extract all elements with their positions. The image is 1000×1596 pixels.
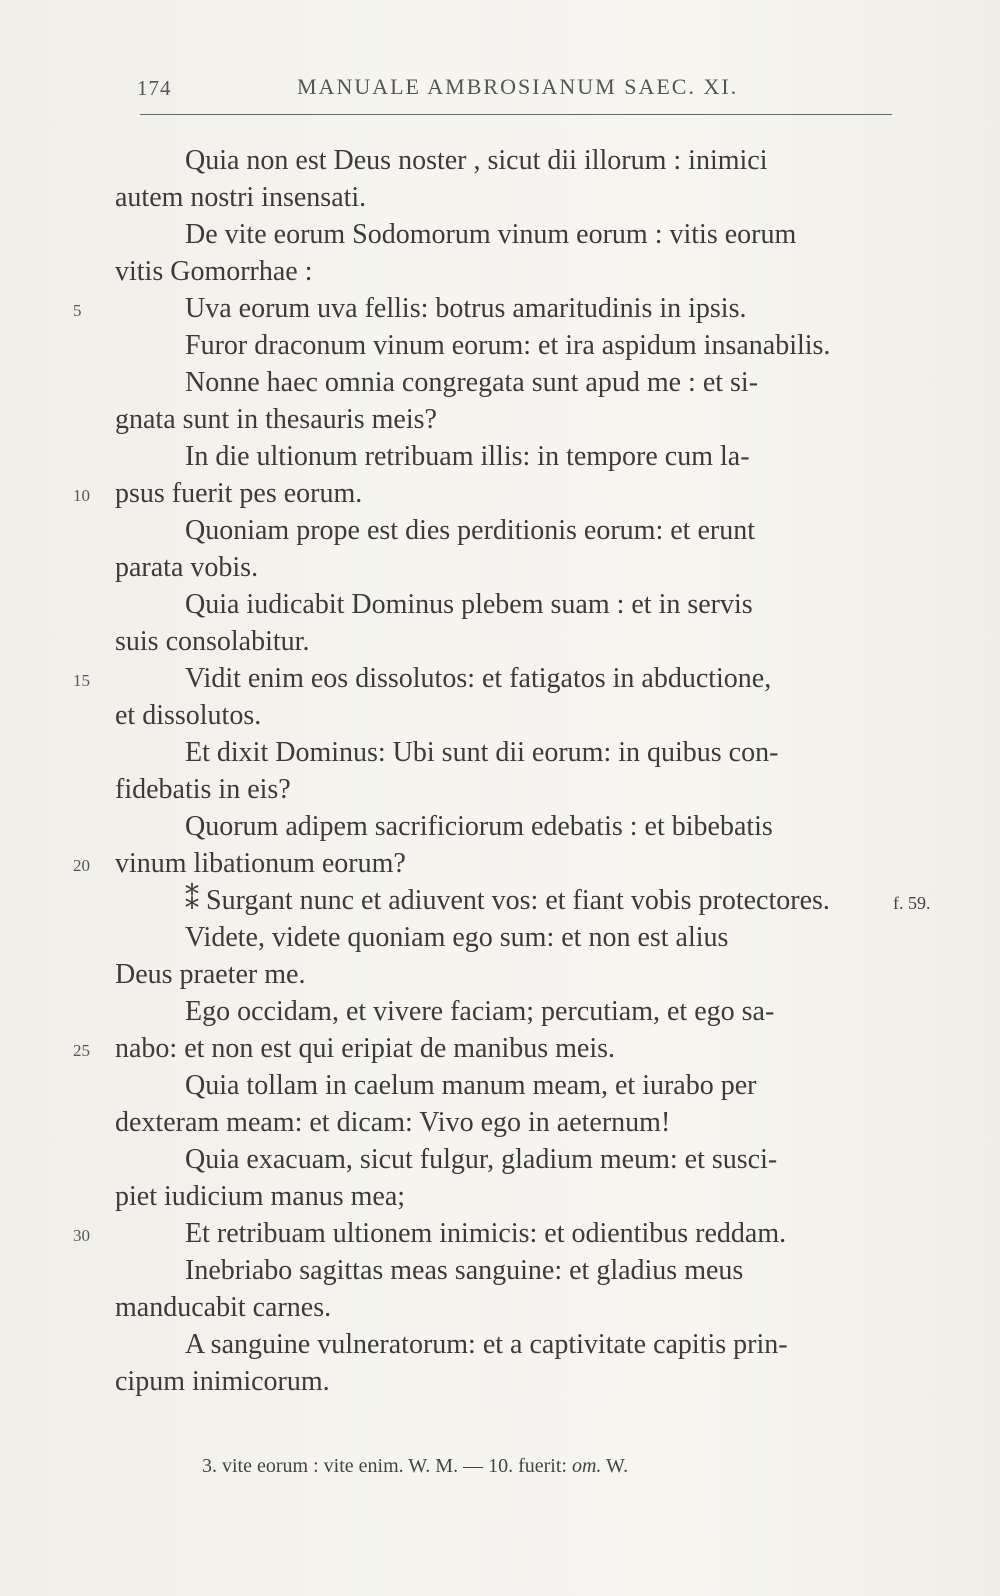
- text-line-content: manducabit carnes.: [115, 1292, 332, 1323]
- text-line-content: In die ultionum retribuam illis: in tempore cum la-: [185, 441, 750, 472]
- text-line: [73, 290, 895, 327]
- footnote-abbrev: om.: [571, 1455, 602, 1477]
- text-line: [115, 364, 895, 401]
- line-number: 15: [73, 671, 90, 690]
- text-line: [115, 401, 895, 438]
- text-line-content: Et dixit Dominus: Ubi sunt dii eorum: in quibus con-: [185, 737, 779, 768]
- text-line-content: vinum libationum eorum?: [115, 848, 406, 879]
- text-line-content: vitis Gomorrhae :: [115, 256, 313, 287]
- text-line: [73, 475, 895, 512]
- page-number: 174: [137, 76, 172, 100]
- running-header: [137, 72, 892, 112]
- text-line-content: Uva eorum uva fellis: botrus amaritudinis in ipsis.: [185, 293, 747, 324]
- line-number: 20: [73, 856, 90, 875]
- text-line: [115, 1104, 895, 1141]
- text-line-content: cipum inimicorum.: [115, 1366, 330, 1397]
- text-line: [115, 327, 895, 364]
- text-line: [115, 1178, 895, 1215]
- text-line-content: Videte, videte quoniam ego sum: et non est alius: [185, 922, 729, 953]
- text-line-content: parata vobis.: [115, 552, 259, 583]
- running-title: MANUALE AMBROSIANUM SAEC. XI.: [297, 74, 739, 99]
- text-line-content: dexteram meam: et dicam: Vivo ego in aeternum!: [115, 1107, 671, 1138]
- text-line-content: Nonne haec omnia congregata sunt apud me : et si-: [185, 367, 759, 398]
- line-number: 25: [73, 1041, 90, 1060]
- text-line: [73, 660, 895, 697]
- text-line: [115, 697, 895, 734]
- text-line: [115, 512, 895, 549]
- text-line: [115, 734, 895, 771]
- text-line-content: nabo: et non est qui eripiat de manibus meis.: [115, 1033, 616, 1064]
- text-line-content: autem nostri insensati.: [115, 182, 367, 213]
- footnote-text: 3. vite eorum : vite enim. W. M. — 10. fuerit:: [202, 1455, 572, 1477]
- line-number: 5: [73, 301, 82, 320]
- text-line: [115, 1141, 895, 1178]
- text-line: [73, 1030, 895, 1067]
- text-line-content: A sanguine vulneratorum: et a captivitate capitis prin-: [185, 1329, 788, 1360]
- text-line-content: Quoniam prope est dies perditionis eorum: et erunt: [185, 515, 755, 546]
- text-line: [115, 1363, 895, 1400]
- text-line-content: Quia exacuam, sicut fulgur, gladium meum: et susci-: [185, 1144, 778, 1175]
- text-line-content: Inebriabo sagittas meas sanguine: et gladius meus: [185, 1255, 744, 1286]
- text-line-content: et dissolutos.: [115, 700, 262, 731]
- footnote-siglum: W.: [601, 1455, 629, 1477]
- text-line: [73, 1215, 895, 1252]
- text-line: [115, 549, 895, 586]
- text-line: [115, 216, 895, 253]
- text-line-content: gnata sunt in thesauris meis?: [115, 404, 437, 435]
- text-line: [115, 586, 895, 623]
- text-line-content: Ego occidam, et vivere faciam; percutiam, et ego sa-: [185, 996, 775, 1027]
- text-line-content: Quia iudicabit Dominus plebem suam : et in servis: [185, 589, 753, 620]
- text-line: [115, 142, 895, 179]
- text-line: [115, 1067, 895, 1104]
- text-line: [115, 438, 895, 475]
- text-line: [115, 1326, 895, 1363]
- line-number: 10: [73, 486, 90, 505]
- text-line-content: Vidit enim eos dissolutos: et fatigatos in abductione,: [185, 663, 772, 694]
- text-line-content: psus fuerit pes eorum.: [115, 478, 363, 509]
- text-line-content: Furor draconum vinum eorum: et ira aspidum insanabilis.: [185, 330, 831, 361]
- text-line: [73, 845, 895, 882]
- text-line-content: fidebatis in eis?: [115, 774, 291, 805]
- text-line: [115, 808, 895, 845]
- text-line: [115, 623, 895, 660]
- line-number: 30: [73, 1226, 90, 1245]
- text-line: [115, 1252, 895, 1289]
- text-line: [115, 882, 895, 919]
- text-line-content: piet iudicium manus mea;: [115, 1181, 406, 1212]
- text-line: [115, 919, 895, 956]
- text-line: [115, 771, 895, 808]
- text-line-content: Quia tollam in caelum manum meam, et iurabo per: [185, 1070, 757, 1101]
- text-line: [115, 956, 895, 993]
- text-line-content: Quia non est Deus noster , sicut dii illorum : inimici: [185, 145, 768, 176]
- text-line: [115, 253, 895, 290]
- body-text: [73, 142, 895, 1400]
- text-line-content: suis consolabitur.: [115, 626, 310, 657]
- footnote: [202, 1455, 628, 1478]
- header-rule: [140, 114, 892, 115]
- text-line-content: ⁑ Surgant nunc et adiuvent vos: et fiant vobis protectores.: [185, 885, 830, 916]
- text-line: [115, 179, 895, 216]
- text-line: [115, 993, 895, 1030]
- text-line-content: Quorum adipem sacrificiorum edebatis : et bibebatis: [185, 811, 773, 842]
- folio-marker: f. 59.: [893, 893, 931, 913]
- text-line-content: De vite eorum Sodomorum vinum eorum : vitis eorum: [185, 219, 797, 250]
- text-line-content: Deus praeter me.: [115, 959, 306, 990]
- text-line: [115, 1289, 895, 1326]
- text-line-content: Et retribuam ultionem inimicis: et odientibus reddam.: [185, 1218, 787, 1249]
